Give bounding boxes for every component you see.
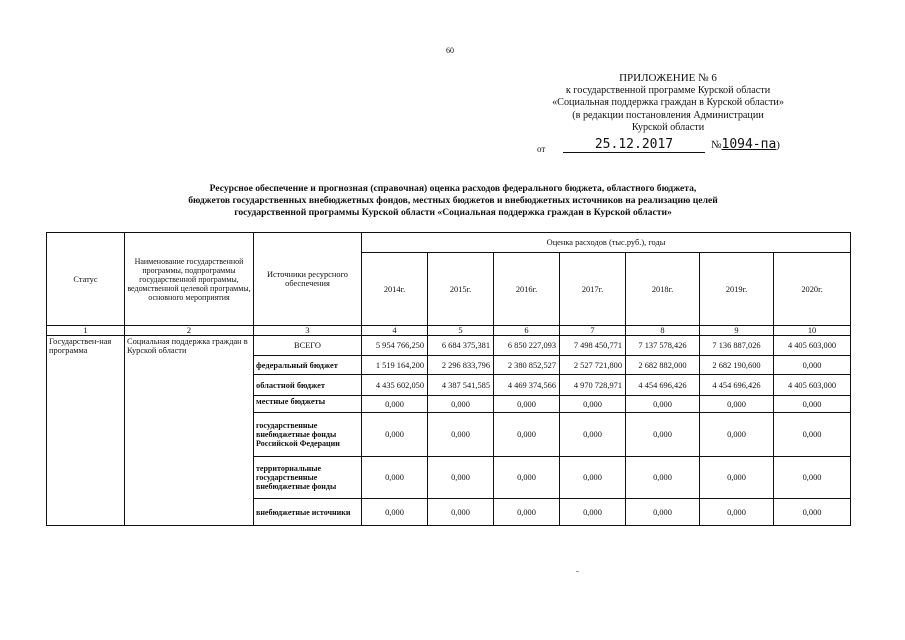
year-header: 2015г. xyxy=(428,253,494,326)
source-cell: внебюджетные источники xyxy=(254,499,362,526)
value-cell: 0,000 xyxy=(626,413,700,457)
appendix-line-1: к государственной программе Курской области xyxy=(565,84,771,96)
column-number-row xyxy=(47,326,851,336)
value-cell: 4 405 603,000 xyxy=(774,375,851,396)
value-cell: 6 684 375,381 xyxy=(428,336,494,356)
value-cell: 4 454 696,426 xyxy=(700,375,774,396)
heading-line-3: государственной программы Курской области «Социальная поддержка граждан в Курской области» xyxy=(234,207,672,218)
table-row xyxy=(47,336,851,356)
value-cell: 0,000 xyxy=(700,499,774,526)
value-cell: 0,000 xyxy=(362,396,428,413)
decree-date: 25.12.2017 xyxy=(563,137,705,153)
value-cell: 4 405 603,000 xyxy=(774,336,851,356)
appendix-line-2: «Социальная поддержка граждан в Курской области» xyxy=(552,97,784,109)
value-cell: 0,000 xyxy=(560,457,626,499)
value-cell: 7 498 450,771 xyxy=(560,336,626,356)
source-cell: федеральный бюджет xyxy=(254,356,362,375)
value-cell: 2 682 190,600 xyxy=(700,356,774,375)
value-cell: 0,000 xyxy=(774,356,851,375)
value-cell: 2 380 852,527 xyxy=(494,356,560,375)
year-header: 2020г. xyxy=(774,253,851,326)
value-cell: 0,000 xyxy=(494,499,560,526)
value-cell: 0,000 xyxy=(428,413,494,457)
value-cell: 0,000 xyxy=(428,396,494,413)
value-cell: 4 435 602,050 xyxy=(362,375,428,396)
source-cell: областной бюджет xyxy=(254,375,362,396)
appendix-date-line xyxy=(523,137,813,155)
value-cell: 4 387 541,585 xyxy=(428,375,494,396)
header-status: Статус xyxy=(47,233,125,326)
scan-speck xyxy=(576,571,579,572)
value-cell: 0,000 xyxy=(560,413,626,457)
decree-number-wrap xyxy=(711,137,780,153)
header-estimate: Оценка расходов (тыс.руб.), годы xyxy=(362,233,851,253)
header-row-1 xyxy=(47,233,851,253)
col-number: 9 xyxy=(700,326,774,336)
value-cell: 2 682 882,000 xyxy=(626,356,700,375)
value-cell: 4 970 728,971 xyxy=(560,375,626,396)
closing-paren: ) xyxy=(776,138,780,151)
value-cell: 1 519 164,200 xyxy=(362,356,428,375)
value-cell: 2 527 721,800 xyxy=(560,356,626,375)
col-number: 7 xyxy=(560,326,626,336)
year-header: 2019г. xyxy=(700,253,774,326)
value-cell: 0,000 xyxy=(494,413,560,457)
value-cell: 0,000 xyxy=(774,457,851,499)
heading-line-2: бюджетов государственных внебюджетных фондов, местных бюджетов и внебюджетных источников на реализацию целей xyxy=(188,195,718,206)
source-cell: ВСЕГО xyxy=(254,336,362,356)
value-cell: 0,000 xyxy=(700,457,774,499)
col-number: 10 xyxy=(774,326,851,336)
value-cell: 0,000 xyxy=(626,457,700,499)
value-cell: 5 954 766,250 xyxy=(362,336,428,356)
header-name: Наименование государственной программы, подпрограммы государственной программы, ведомственной целевой программы, основного мероприятия xyxy=(125,233,254,326)
appendix-line-4: Курской области xyxy=(631,122,705,134)
number-sign: № xyxy=(711,138,722,151)
value-cell: 6 850 227,093 xyxy=(494,336,560,356)
header-sources: Источники ресурсного обеспечения xyxy=(254,233,362,326)
value-cell: 4 454 696,426 xyxy=(626,375,700,396)
value-cell: 0,000 xyxy=(700,413,774,457)
value-cell: 0,000 xyxy=(362,499,428,526)
value-cell: 0,000 xyxy=(700,396,774,413)
appendix-title: ПРИЛОЖЕНИЕ № 6 xyxy=(619,72,717,84)
col-number: 2 xyxy=(125,326,254,336)
value-cell: 0,000 xyxy=(560,499,626,526)
page-number: 60 xyxy=(446,46,454,55)
year-header: 2014г. xyxy=(362,253,428,326)
heading-line-1: Ресурсное обеспечение и прогнозная (справочная) оценка расходов федерального бюджета, областного бюджета, xyxy=(209,183,697,194)
value-cell: 7 137 578,426 xyxy=(626,336,700,356)
col-number: 6 xyxy=(494,326,560,336)
value-cell: 0,000 xyxy=(494,457,560,499)
col-number: 8 xyxy=(626,326,700,336)
value-cell: 4 469 374,566 xyxy=(494,375,560,396)
date-prefix: от xyxy=(537,143,546,154)
source-cell: государственные внебюджетные фонды Российской Федерации xyxy=(254,413,362,457)
value-cell: 0,000 xyxy=(494,396,560,413)
source-cell: территориальные государственные внебюджетные фонды xyxy=(254,457,362,499)
decree-number: 1094-па xyxy=(721,136,777,152)
value-cell: 0,000 xyxy=(774,413,851,457)
value-cell: 0,000 xyxy=(774,396,851,413)
document-heading xyxy=(110,183,796,219)
year-header: 2016г. xyxy=(494,253,560,326)
source-cell: местные бюджеты xyxy=(254,396,362,413)
col-number: 1 xyxy=(47,326,125,336)
value-cell: 0,000 xyxy=(626,396,700,413)
resource-table xyxy=(46,232,851,526)
value-cell: 0,000 xyxy=(626,499,700,526)
appendix-block xyxy=(523,72,813,155)
value-cell: 0,000 xyxy=(560,396,626,413)
year-header: 2018г. xyxy=(626,253,700,326)
value-cell: 0,000 xyxy=(774,499,851,526)
value-cell: 0,000 xyxy=(428,457,494,499)
col-number: 3 xyxy=(254,326,362,336)
value-cell: 0,000 xyxy=(362,457,428,499)
col-number: 5 xyxy=(428,326,494,336)
value-cell: 7 136 887,026 xyxy=(700,336,774,356)
status-cell: Государствен-ная программа xyxy=(47,336,125,526)
value-cell: 0,000 xyxy=(362,413,428,457)
col-number: 4 xyxy=(362,326,428,336)
program-name-cell: Социальная поддержка граждан в Курской области xyxy=(125,336,254,526)
appendix-line-3: (в редакции постановления Администрации xyxy=(572,109,764,121)
value-cell: 0,000 xyxy=(428,499,494,526)
value-cell: 2 296 833,796 xyxy=(428,356,494,375)
year-header: 2017г. xyxy=(560,253,626,326)
